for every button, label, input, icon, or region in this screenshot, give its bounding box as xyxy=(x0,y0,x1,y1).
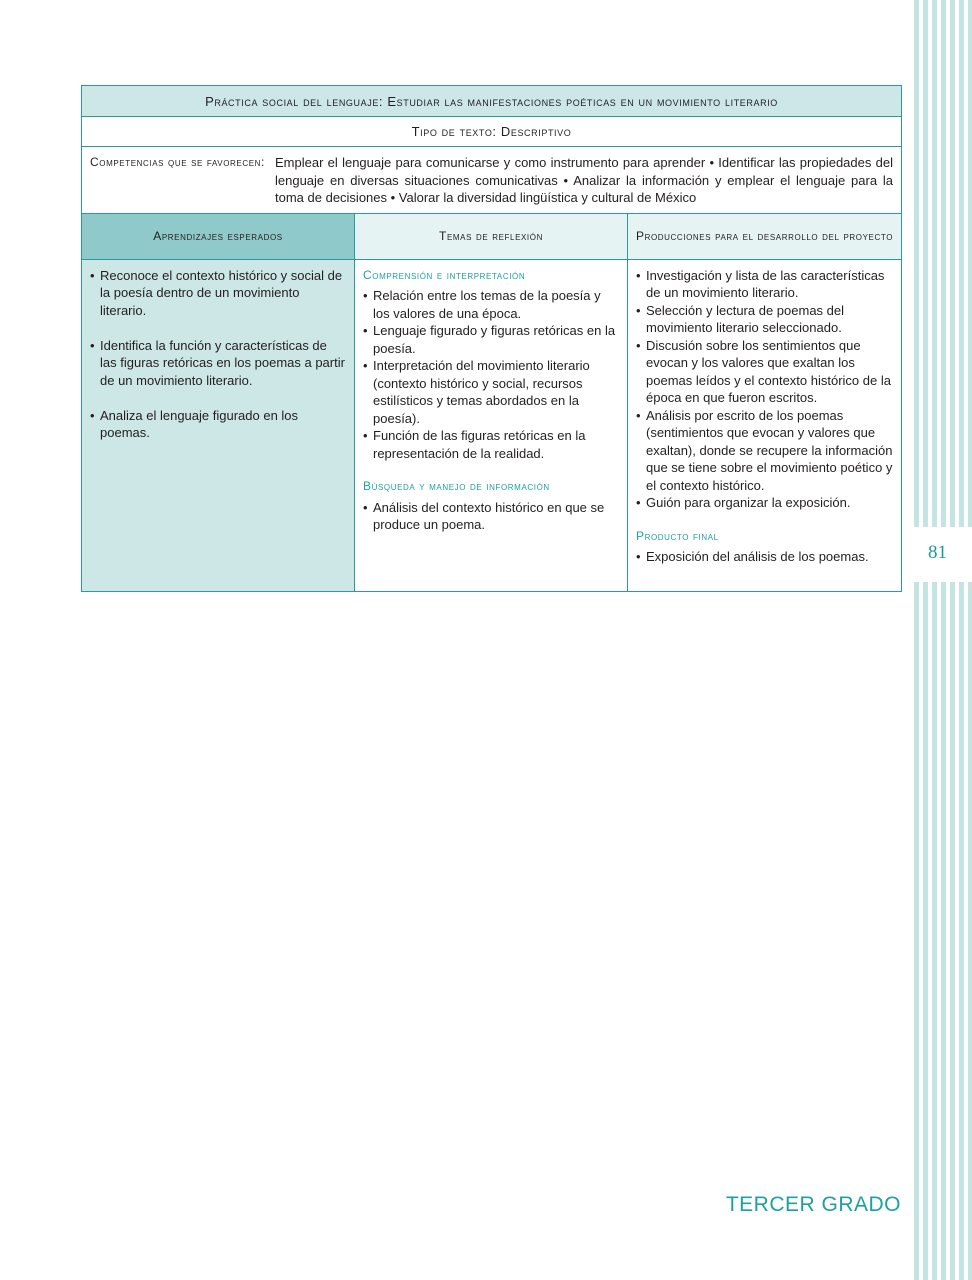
list-item: • Selección y lectura de poemas del movimiento literario seleccionado. xyxy=(636,302,893,337)
productions-list xyxy=(636,267,893,512)
competencies-row xyxy=(82,147,901,214)
page-number: 81 xyxy=(928,542,947,563)
program-table xyxy=(81,85,902,592)
table-title: Práctica social del lenguaje: Estudiar las manifestaciones poéticas en un movimiento literario xyxy=(82,86,901,117)
list-item: • Exposición del análisis de los poemas. xyxy=(636,548,893,566)
list-item: • Análisis del contexto histórico en que se produce un poema. xyxy=(363,499,619,534)
final-product-title: Producto final xyxy=(636,528,719,543)
topics-list xyxy=(363,287,619,462)
table-body xyxy=(82,260,901,591)
grade-footer: TERCER GRADO xyxy=(725,1193,901,1216)
list-item: • Guión para organizar la exposición. xyxy=(636,494,893,512)
list-item: • Interpretación del movimiento literario (contexto histórico y social, recursos estilísticos y temas abordados en la poesía). xyxy=(363,357,619,427)
topics-section-title: Comprensión e interpretación xyxy=(363,267,526,282)
header-productions: Producciones para el desarrollo del proyecto xyxy=(628,214,901,259)
final-product-list xyxy=(636,548,893,566)
competencies-label: Competencias que se favorecen: xyxy=(90,155,265,169)
productions-cell xyxy=(628,260,901,591)
topics-section-title: Búsqueda y manejo de información xyxy=(363,479,550,493)
list-item: • Análisis por escrito de los poemas (sentimientos que evocan y valores que exaltan), donde se recupere la información que se tiene sobre el movimiento poético y el contexto histórico. xyxy=(636,407,893,495)
list-item: • Reconoce el contexto histórico y social de la poesía dentro de un movimiento literario. xyxy=(90,267,346,320)
list-item: • Función de las figuras retóricas en la representación de la realidad. xyxy=(363,427,619,462)
learnings-list xyxy=(90,267,346,442)
header-learnings: Aprendizajes esperados xyxy=(82,214,355,259)
competencies-text: Emplear el lenguaje para comunicarse y como instrumento para aprender • Identificar las propiedades del lenguaje en diversas situaciones comunicativas • Analizar la información y emplear el lenguaje para la toma de decisiones • Valorar la diversidad lingüística y cultural de México xyxy=(275,155,893,205)
topics-cell xyxy=(355,260,628,591)
list-item: • Analiza el lenguaje figurado en los poemas. xyxy=(90,407,346,442)
text-type: Tipo de texto: Descriptivo xyxy=(82,117,901,147)
topics-list xyxy=(363,499,619,534)
list-item: • Identifica la función y características de las figuras retóricas en los poemas a partir de un movimiento literario. xyxy=(90,337,346,390)
list-item: • Relación entre los temas de la poesía y los valores de una época. xyxy=(363,287,619,322)
column-headers xyxy=(82,214,901,260)
list-item: • Lenguaje figurado y figuras retóricas en la poesía. xyxy=(363,322,619,357)
list-item: • Investigación y lista de las características de un movimiento literario. xyxy=(636,267,893,302)
header-topics: Temas de reflexión xyxy=(355,214,628,259)
decorative-side-stripes xyxy=(910,0,972,1280)
list-item: • Discusión sobre los sentimientos que evocan y los valores que exaltan los poemas leídos y el contexto histórico de la época en que fueron escritos. xyxy=(636,337,893,407)
learnings-cell xyxy=(82,260,355,591)
